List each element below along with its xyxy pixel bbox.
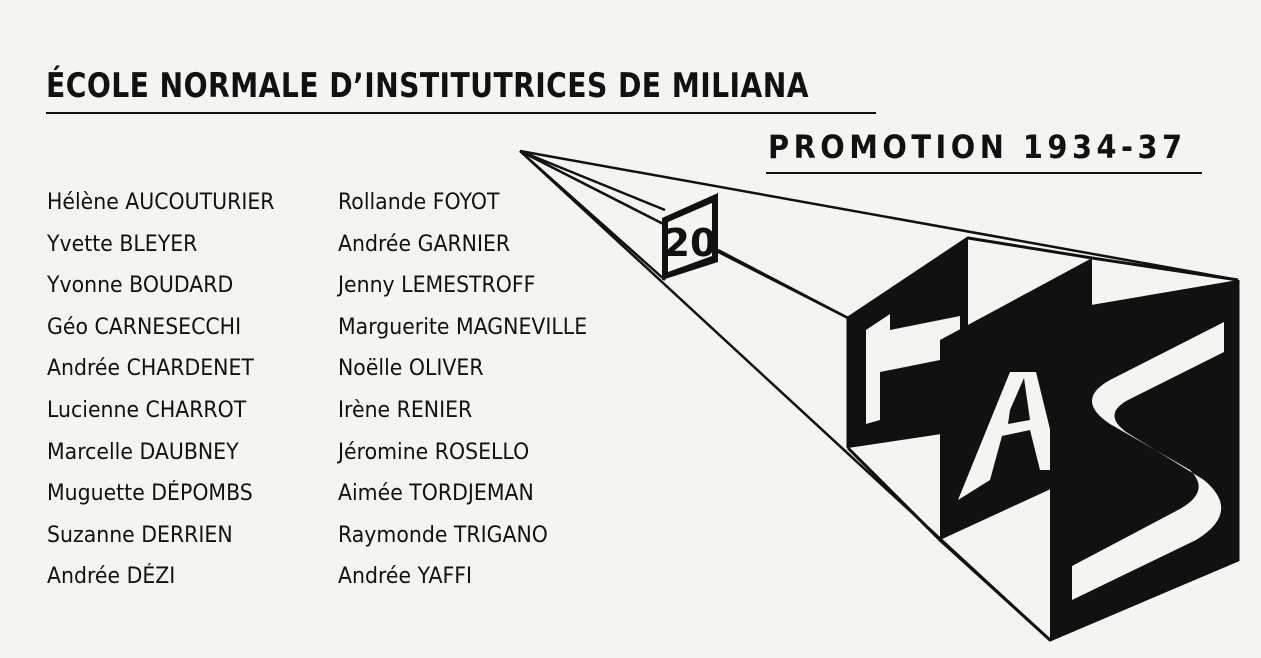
student-name: Géo CARNESECCHI (47, 314, 242, 340)
student-name: Andrée YAFFI (338, 564, 473, 590)
student-name: Marcelle DAUBNEY (47, 439, 239, 465)
student-name: Jenny LEMESTROFF (338, 273, 536, 299)
student-name: Suzanne DERRIEN (47, 522, 233, 548)
number-20-box (662, 193, 718, 280)
student-name: Muguette DÉPOMBS (47, 481, 253, 507)
student-name: Andrée DÉZI (47, 564, 176, 590)
student-name: Yvette BLEYER (47, 231, 198, 257)
student-name: Irène RENIER (338, 397, 473, 423)
student-name: Andrée GARNIER (338, 231, 511, 257)
student-name: Andrée CHARDENET (47, 356, 254, 382)
student-name: Noëlle OLIVER (338, 356, 484, 382)
box-connector (718, 250, 848, 318)
school-title: ÉCOLE NORMALE D’INSTITUTRICES DE MILIANA (46, 66, 810, 106)
student-name: Raymonde TRIGANO (338, 522, 548, 548)
number-20-text: 20 (663, 221, 717, 265)
student-name: Rollande FOYOT (338, 190, 500, 215)
student-name: Jéromine ROSELLO (338, 439, 530, 465)
student-name: Aimée TORDJEMAN (338, 481, 534, 507)
student-name: Hélène AUCOUTURIER (47, 190, 275, 215)
student-name: Lucienne CHARROT (47, 397, 247, 423)
student-name: Marguerite MAGNEVILLE (338, 314, 588, 340)
letter-s-block (1050, 280, 1238, 640)
student-name: Yvonne BOUDARD (47, 273, 234, 299)
promotion-label: PROMOTION 1934-37 (768, 128, 1187, 166)
